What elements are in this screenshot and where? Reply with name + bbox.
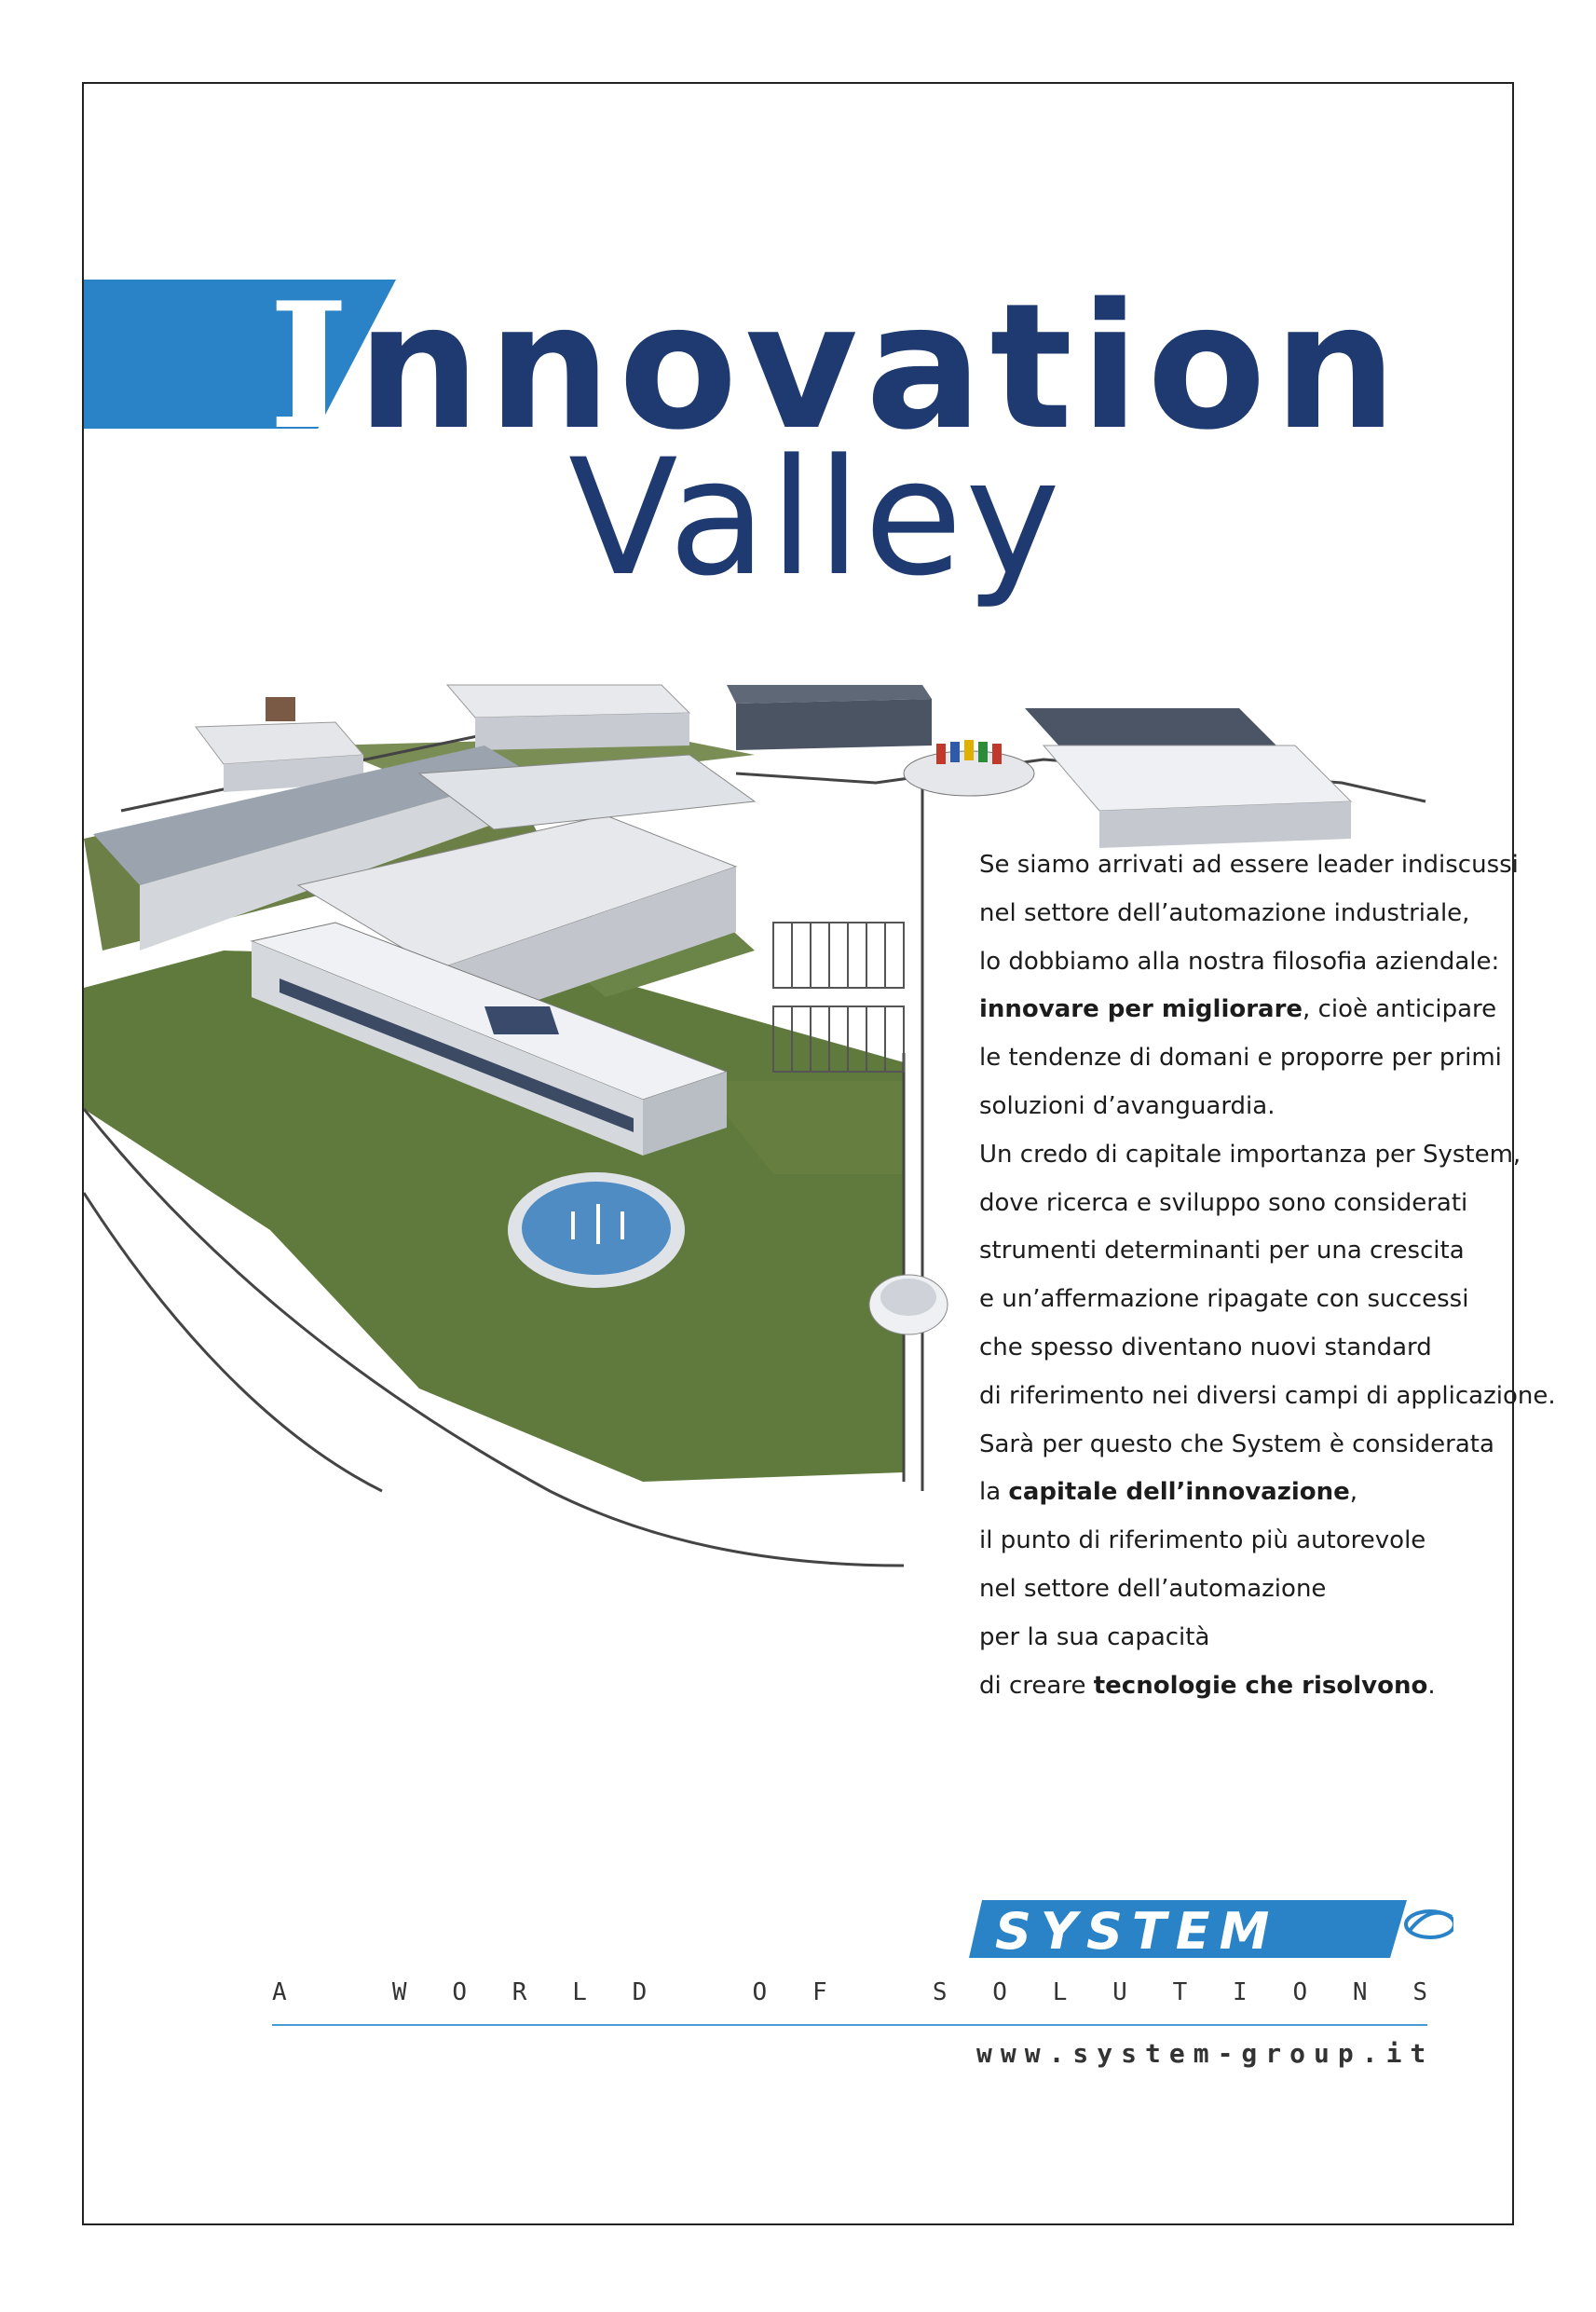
dome — [869, 1275, 948, 1334]
body-line — [979, 1034, 1501, 1083]
tagline-letter: L — [572, 1978, 587, 2006]
tagline-space — [872, 1978, 887, 2006]
tagline-letter: A — [272, 1978, 287, 2006]
body-text-run: e un’affermazione ripagate con successi — [979, 1285, 1469, 1314]
tagline-letter: I — [1233, 1978, 1248, 2006]
tagline-letter: O — [752, 1978, 768, 2006]
body-text-run: Se siamo arrivati ad essere leader indiscussi — [979, 851, 1519, 879]
body-line — [979, 1276, 1501, 1324]
body-line — [979, 1227, 1501, 1276]
tagline-letter: O — [452, 1978, 467, 2006]
body-line — [979, 1131, 1521, 1180]
tagline-letter: O — [1292, 1978, 1308, 2006]
tagline-letter: S — [932, 1978, 948, 2006]
body-line — [979, 1517, 1501, 1566]
tagline-letter: L — [1052, 1978, 1068, 2006]
body-copy — [979, 841, 1556, 1710]
body-text-run: soluzioni d’avanguardia. — [979, 1091, 1275, 1120]
tagline-letter: O — [992, 1978, 1007, 2006]
website-url: www.system-group.it — [976, 2038, 1435, 2069]
body-text-run: , — [1349, 1478, 1358, 1507]
body-line — [979, 1566, 1501, 1614]
body-emphasis: innovare per migliorare — [979, 995, 1303, 1024]
body-emphasis: tecnologie che risolvono — [1093, 1671, 1428, 1700]
body-text-run: il punto di riferimento più autorevole — [979, 1526, 1426, 1555]
headline-line1-rest: nnovation — [357, 266, 1405, 468]
body-text-run: lo dobbiamo alla nostra filosofia aziendale: — [979, 947, 1500, 976]
body-text-run: , cioè anticipare — [1303, 995, 1497, 1024]
tagline-space — [332, 1978, 347, 2006]
body-text-run: le tendenze di domani e proporre per primi — [979, 1044, 1502, 1073]
body-text-run: la — [979, 1478, 1009, 1507]
tagline-letter: U — [1112, 1978, 1127, 2006]
body-emphasis: capitale dell’innovazione — [1008, 1478, 1350, 1507]
body-line — [979, 1083, 1501, 1131]
tagline-letter: T — [1172, 1978, 1188, 2006]
tagline-letter: S — [1412, 1978, 1427, 2006]
tagline-letter: R — [512, 1978, 527, 2006]
body-line — [979, 1662, 1501, 1711]
body-line — [979, 986, 1501, 1034]
headline-initial: I — [268, 264, 358, 468]
logo-wordmark: SYSTEM — [995, 1902, 1279, 1961]
flag-plaza — [904, 740, 1034, 796]
divider — [272, 2024, 1427, 2026]
tagline-space — [692, 1978, 707, 2006]
body-text-run: strumenti determinanti per una crescita — [979, 1237, 1465, 1265]
body-line — [979, 1373, 1556, 1421]
body-text-run: . — [1427, 1671, 1436, 1700]
tagline — [272, 1978, 1427, 2006]
tagline-letter: D — [632, 1978, 648, 2006]
fountain — [508, 1172, 685, 1288]
body-text-run: nel settore dell’automazione industriale, — [979, 898, 1470, 927]
body-text-run: di creare — [979, 1671, 1094, 1700]
tagline-letter: F — [812, 1978, 827, 2006]
body-text-run: nel settore dell’automazione — [979, 1574, 1327, 1603]
tagline-letter: N — [1352, 1978, 1368, 2006]
body-text-run: di riferimento nei diversi campi di applicazione. — [979, 1381, 1556, 1410]
body-text-run: dove ricerca e sviluppo sono considerati — [979, 1188, 1468, 1217]
body-line — [979, 1614, 1501, 1662]
headline-line2: Valley — [568, 424, 1063, 611]
body-line — [979, 1421, 1501, 1470]
body-line — [979, 890, 1501, 938]
body-text-run: che spesso diventano nuovi standard — [979, 1333, 1432, 1361]
body-text-run: Sarà per questo che System è considerata — [979, 1430, 1494, 1458]
body-line — [979, 841, 1519, 890]
tagline-letter: W — [391, 1978, 407, 2006]
body-text-run: Un credo di capitale importanza per System, — [979, 1140, 1521, 1169]
body-text-run: per la sua capacità — [979, 1622, 1210, 1651]
body-line — [979, 938, 1501, 987]
system-logo — [969, 1895, 1453, 1969]
body-line — [979, 1469, 1501, 1517]
body-line — [979, 1324, 1501, 1373]
body-line — [979, 1180, 1501, 1228]
